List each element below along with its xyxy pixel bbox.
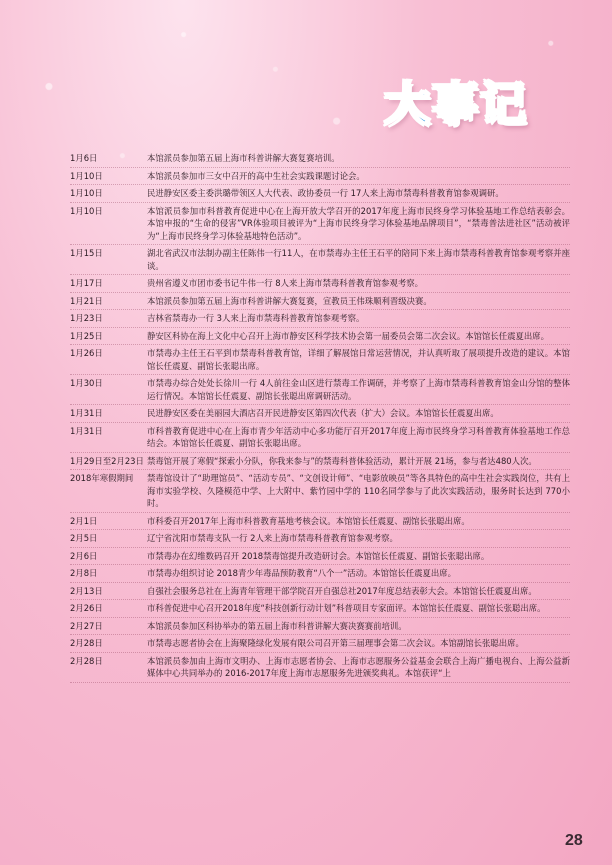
event-date: 1月31日 bbox=[70, 408, 103, 418]
event-row bbox=[70, 328, 570, 346]
event-row bbox=[70, 470, 570, 513]
event-text: 市科委召开2017年上海市科普教育基地考核会议。本馆馆长任震夏、副馆长张聪出席。 bbox=[147, 515, 470, 526]
event-text: 市禁毒办组织讨论 2018青少年毒品预防教育“八个一”活动。本馆馆长任震夏出席。 bbox=[147, 568, 457, 578]
event-text: 湖北省武汉市法制办副主任陈伟一行11人，在市禁毒办主任王石平的陪同下来上海市禁毒科普教育馆参观考察并座谈。 bbox=[147, 248, 570, 271]
event-row bbox=[70, 203, 570, 246]
event-text: 本馆派员参加第五届上海市科普讲解大赛复赛培训。 bbox=[147, 153, 340, 163]
event-text: 市禁毒办在幻维数码召开 2018禁毒馆提升改造研讨会。本馆馆长任震夏、副馆长张聪出席。 bbox=[147, 550, 490, 561]
event-row bbox=[70, 548, 570, 566]
event-text: 禁毒馆设计了“助理馆员”、“活动专员”、“文创设计师”、“电影放映员”等各具特色的高中生社会实践岗位，共有上海市实验学校、久隆模范中学、上大附中、紫竹园中学的 110名同学参与了此次实践活动，服务时长达到 770小时。 bbox=[147, 473, 570, 508]
page-number: 28 bbox=[565, 832, 583, 849]
event-date: 2018年寒假期间 bbox=[70, 473, 134, 483]
event-row bbox=[70, 583, 570, 601]
event-date: 1月30日 bbox=[70, 378, 103, 388]
event-text: 静安区科协在海上文化中心召开上海市静安区科学技术协会第一届委员会第二次会议。本馆馆长任震夏出席。 bbox=[147, 330, 549, 341]
event-date: 2月28日 bbox=[70, 655, 103, 666]
event-row bbox=[70, 513, 570, 531]
event-text: 自强社会服务总社在上海青年管理干部学院召开自强总社2017年度总结表彰大会。本馆馆长任震夏出席。 bbox=[147, 585, 537, 596]
event-date: 2月8日 bbox=[70, 568, 98, 578]
event-row bbox=[70, 275, 570, 293]
event-date: 1月26日 bbox=[70, 348, 103, 358]
event-row bbox=[70, 293, 570, 311]
event-date: 1月25日 bbox=[70, 330, 103, 341]
page-heading: 大事记 bbox=[384, 77, 528, 131]
event-date: 1月29日至2月23日 bbox=[70, 455, 144, 466]
event-date: 2月5日 bbox=[70, 533, 98, 543]
event-date: 1月21日 bbox=[70, 295, 103, 306]
event-row bbox=[70, 453, 570, 471]
event-text: 吉林省禁毒办一行 3人来上海市禁毒科普教育馆参观考察。 bbox=[147, 313, 365, 323]
event-text: 本馆派员参加市科普教育促进中心在上海开放大学召开的2017年度上海市民终身学习体验基地工作总结表彰会。本馆申报的“生命的侵害”VR体验项目被评为“上海市民终身学习体验基地品牌项目”，“禁毒普法进社区”活动被评为“上海市民终身学习体验基地特色活动”。 bbox=[147, 205, 570, 241]
event-row bbox=[70, 345, 570, 375]
event-text: 本馆派员参加第五届上海市科普讲解大赛复赛，宣教员王伟珠顺利晋级决赛。 bbox=[147, 295, 432, 306]
event-text: 本馆派员参加市三女中召开的高中生社会实践课题讨论会。 bbox=[147, 170, 365, 181]
event-date: 2月26日 bbox=[70, 603, 103, 613]
event-text: 市科普促进中心召开2018年度“科技创新行动计划”科普项目专家面评。本馆馆长任震夏、副馆长张聪出席。 bbox=[147, 603, 546, 613]
event-date: 1月23日 bbox=[70, 313, 103, 323]
event-date: 1月10日 bbox=[70, 188, 103, 198]
event-row bbox=[70, 618, 570, 636]
event-row bbox=[70, 245, 570, 275]
event-row bbox=[70, 375, 570, 405]
event-row bbox=[70, 423, 570, 453]
event-text: 禁毒馆开展了寒假“探索小分队，你我来参与”的禁毒科普体验活动，累计开展 21场，参与者达480人次。 bbox=[147, 455, 537, 466]
event-text: 市禁毒办综合处处长徐川一行 4人前往金山区进行禁毒工作调研，并考察了上海市禁毒科普教育馆金山分馆的整体运行情况。本馆馆长任震夏、副馆长张聪出席调研活动。 bbox=[147, 378, 570, 401]
event-row bbox=[70, 653, 570, 683]
event-text: 市科普教育促进中心在上海市青少年活动中心多功能厅召开2017年度上海市民终身学习科普教育体验基地工作总结会。本馆馆长任震夏、副馆长张聪出席。 bbox=[147, 425, 570, 448]
event-date: 1月10日 bbox=[70, 205, 103, 216]
event-date: 2月1日 bbox=[70, 515, 98, 526]
event-date: 1月17日 bbox=[70, 278, 103, 288]
event-text: 民进静安区委主委洪璐带领区人大代表、政协委员一行 17人来上海市禁毒科普教育馆参观调研。 bbox=[147, 188, 504, 198]
event-row bbox=[70, 405, 570, 423]
event-row bbox=[70, 150, 570, 168]
event-date: 2月28日 bbox=[70, 638, 103, 648]
events-list bbox=[70, 150, 570, 683]
event-text: 本馆派员参加由上海市文明办、上海市志愿者协会、上海市志愿服务公益基金会联合上海广播电视台、上海公益新媒体中心共同举办的 2016-2017年度上海市志愿服务先进颁奖典礼。本馆获评“上 bbox=[147, 655, 570, 678]
event-row bbox=[70, 565, 570, 583]
event-row bbox=[70, 600, 570, 618]
event-text: 本馆派员参加区科协举办的第五届上海市科普讲解大赛决赛赛前培训。 bbox=[147, 620, 407, 631]
event-date: 1月31日 bbox=[70, 425, 103, 436]
event-row bbox=[70, 168, 570, 186]
event-date: 2月13日 bbox=[70, 585, 103, 596]
event-row bbox=[70, 310, 570, 328]
event-text: 市禁毒办主任王石平到市禁毒科普教育馆，详细了解展馆日常运营情况，并认真听取了展项提升改造的建议。本馆馆长任震夏、副馆长张聪出席。 bbox=[147, 348, 570, 371]
event-date: 2月27日 bbox=[70, 620, 103, 631]
event-row bbox=[70, 635, 570, 653]
event-text: 市禁毒志愿者协会在上海聚隆绿化发展有限公司召开第三届理事会第二次会议。本馆副馆长张聪出席。 bbox=[147, 638, 524, 648]
event-row bbox=[70, 185, 570, 203]
event-date: 1月10日 bbox=[70, 170, 103, 181]
event-row bbox=[70, 530, 570, 548]
event-date: 1月15日 bbox=[70, 248, 103, 258]
event-date: 2月6日 bbox=[70, 550, 98, 561]
event-text: 贵州省遵义市团市委书记牛伟一行 8人来上海市禁毒科普教育馆参观考察。 bbox=[147, 278, 423, 288]
event-text: 民进静安区委在美丽园大酒店召开民进静安区第四次代表（扩大）会议。本馆馆长任震夏出席。 bbox=[147, 408, 499, 418]
event-date: 1月6日 bbox=[70, 153, 98, 163]
event-text: 辽宁省沈阳市禁毒支队一行 2人来上海市禁毒科普教育馆参观考察。 bbox=[147, 533, 398, 543]
